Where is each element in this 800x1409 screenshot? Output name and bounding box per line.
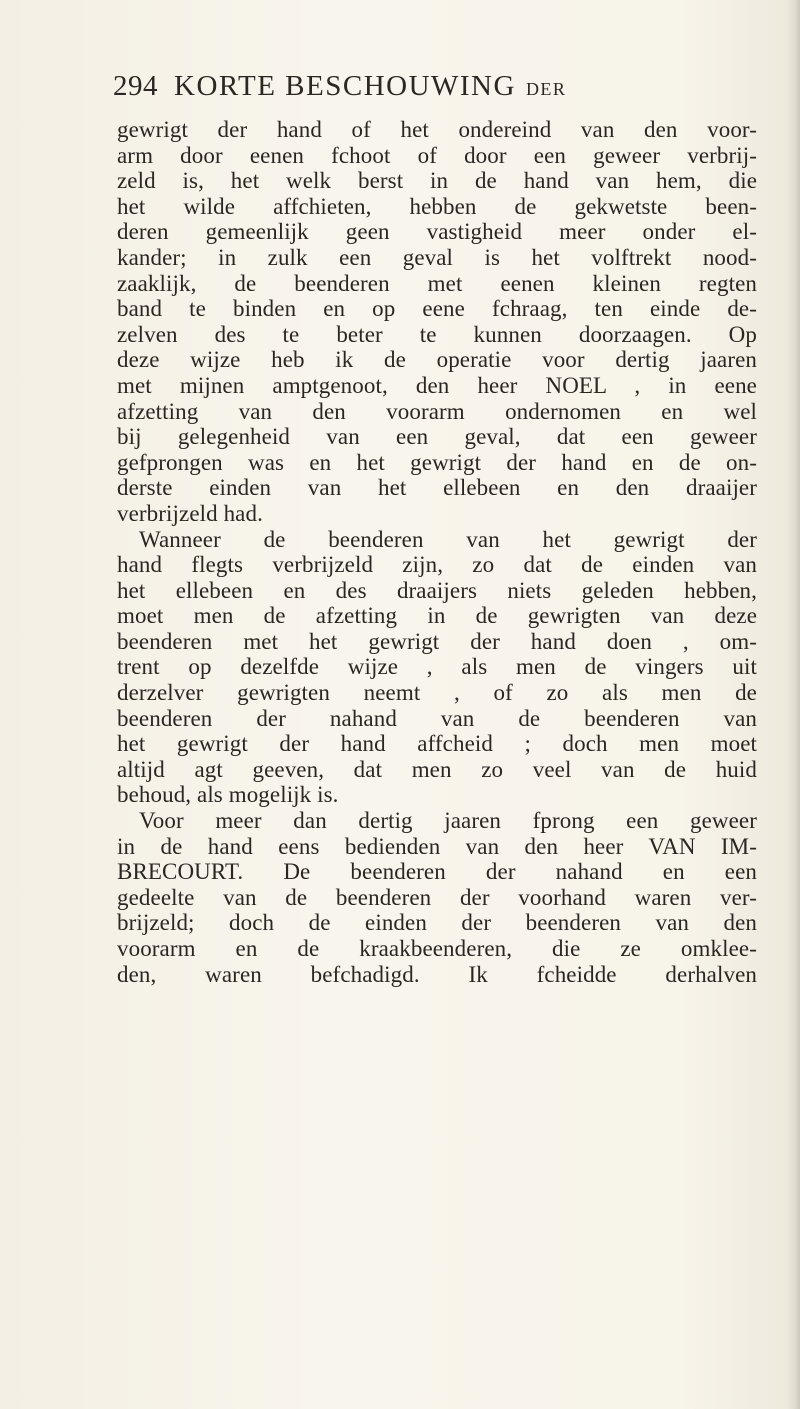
running-head-suffix: DER bbox=[525, 79, 567, 99]
page-number: 294 bbox=[113, 70, 158, 102]
text-line: band te binden en op eene fchraag, ten einde de- bbox=[117, 296, 757, 322]
text-line: voorarm en de kraakbeenderen, die ze omklee- bbox=[117, 936, 757, 961]
text-line: in de hand eens bedienden van den heer VAN IM- bbox=[117, 833, 757, 859]
text-line: afzetting van den voorarm ondernomen en wel bbox=[117, 398, 757, 424]
page-header bbox=[113, 70, 753, 120]
body-text bbox=[117, 117, 757, 987]
text-line: zelven des te beter te kunnen doorzaagen. Op bbox=[117, 321, 757, 347]
text-line: beenderen der nahand van de beenderen van bbox=[117, 705, 757, 731]
page-edge-shadow bbox=[786, 0, 800, 1409]
text-line: verbrijzeld had. bbox=[117, 500, 263, 526]
text-line: zeld is, het welk berst in de hand van hem, die bbox=[117, 168, 757, 194]
text-line: moet men de afzetting in de gewrigten van deze bbox=[117, 603, 757, 629]
text-line: beenderen met het gewrigt der hand doen , om- bbox=[117, 628, 757, 654]
text-line: bij gelegenheid van een geval, dat een geweer bbox=[117, 424, 757, 450]
text-line: arm door eenen fchoot of door een geweer verbrij- bbox=[117, 142, 757, 168]
text-line: gedeelte van de beenderen der voorhand waren ver- bbox=[117, 884, 757, 910]
text-line: het ellebeen en des draaijers niets geleden hebben, bbox=[117, 577, 757, 603]
text-line: derste einden van het ellebeen en den draaijer bbox=[117, 475, 757, 501]
text-line: gefprongen was en het gewrigt der hand en de on- bbox=[117, 449, 757, 475]
text-line: het gewrigt der hand affcheid ; doch men moet bbox=[117, 731, 757, 757]
text-line: hand flegts verbrijzeld zijn, zo dat de einden van bbox=[117, 552, 757, 578]
running-head: KORTE BESCHOUWING bbox=[174, 70, 516, 102]
text-line: deren gemeenlijk geen vastigheid meer onder el- bbox=[117, 219, 757, 245]
text-line: met mijnen amptgenoot, den heer NOEL , in eene bbox=[117, 372, 757, 398]
text-line: brijzeld; doch de einden der beenderen van den bbox=[117, 910, 757, 936]
text-line: altijd agt geeven, dat men zo veel van de huid bbox=[117, 756, 757, 782]
text-line: den, waren befchadigd. Ik fcheidde derhalven bbox=[117, 961, 757, 987]
text-line: behoud, als mogelijk is. bbox=[117, 782, 339, 808]
text-line: Wanneer de beenderen van het gewrigt der bbox=[139, 526, 757, 552]
text-line: gewrigt der hand of het ondereind van den voor- bbox=[117, 117, 757, 142]
text-line: het wilde affchieten, hebben de gekwetste been- bbox=[117, 193, 757, 219]
text-line: Voor meer dan dertig jaaren fprong een geweer bbox=[139, 808, 757, 834]
text-line: trent op dezelfde wijze , als men de vingers uit bbox=[117, 654, 757, 680]
text-line: kander; in zulk een geval is het volftrekt nood- bbox=[117, 244, 757, 270]
text-line: derzelver gewrigten neemt , of zo als men de bbox=[117, 680, 757, 706]
text-line: BRECOURT. De beenderen der nahand en een bbox=[117, 859, 757, 885]
text-line: zaaklijk, de beenderen met eenen kleinen regten bbox=[117, 270, 757, 296]
text-line: deze wijze heb ik de operatie voor dertig jaaren bbox=[117, 347, 757, 373]
